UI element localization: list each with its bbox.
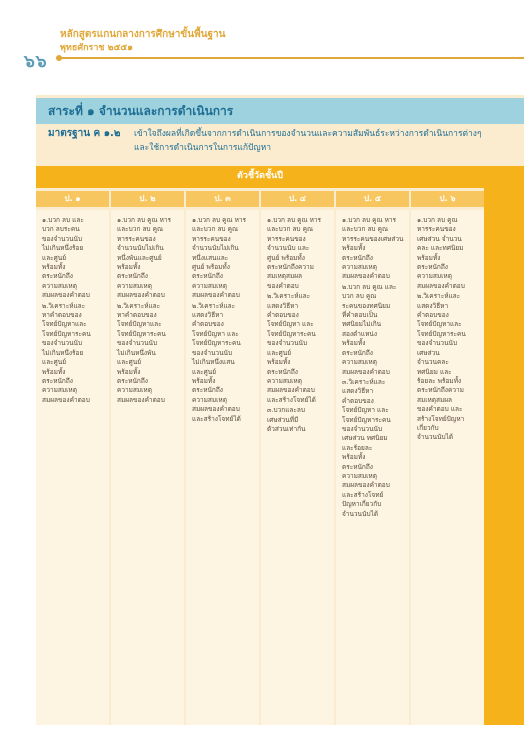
standard-text: เข้าใจถึงผลที่เกิดขึ้นจากการดำเนินการของจำนวนและความสัมพันธ์ระหว่างการดำเนินการต่างๆ และใช้การดำเนินการในการแก้ปัญหา — [134, 129, 482, 153]
indicator-item: ๑.บวก ลบ คูณ หารระคนของ เศษส่วน จำนวน คละ และทศนิยม พร้อมทั้ง ตระหนักถึง ความสมเหตุ สมผลของคำตอบ — [417, 216, 465, 290]
grade-header-p2: ป. ๒ — [111, 191, 184, 207]
book-year: พุทธศักราช ๒๕๕๑ — [60, 43, 133, 53]
indicator-item: ๒.วิเคราะห์และ แสดงวิธีหา คำตอบของ โจทย์ปัญหาและ โจทย์ปัญหาระคน ของจำนวนนับ เศษส่วน จำนวนคละ ทศนิยม และ ร้อยละ พร้อมทั้ง ตระหนักถึงความ สมเหตุสมผล ของคำตอบ และ สร้างโจทย์ปัญหา เกี่ยวกับ จำนวนนับได้ — [417, 292, 466, 442]
indicator-item: ๑.บวก ลบ คูณ หาร และบวก ลบ คูณ หารระคนของเศษส่วน พร้อมทั้ง ตระหนักถึง ความสมเหตุ สมผลของคำตอบ — [342, 216, 404, 281]
grade-header-p6: ป. ๖ — [411, 191, 484, 207]
indicator-column-p5 — [336, 210, 409, 725]
indicator-item: ๑.บวก ลบ และ บวก ลบระคน ของจำนวนนับ ไม่เกินหนึ่งร้อย และศูนย์ พร้อมทั้ง ตระหนักถึง ความสมเหตุ สมผลของคำตอบ — [42, 216, 90, 300]
side-band — [484, 166, 524, 725]
page-number: ๖๖ — [24, 52, 48, 72]
indicator-item: ๒.บวก ลบ คูณ และ บวก ลบ คูณ ระคนของทศนิยม ที่คำตอบเป็น ทศนิยมไม่เกิน สองตำแหน่ง พร้อมทั้ง ตระหนักถึง ความสมเหตุ สมผลของคำตอบ — [342, 282, 397, 376]
indicator-table — [36, 210, 484, 725]
section-title: สาระที่ ๑ จำนวนและการดำเนินการ — [48, 104, 234, 118]
book-title: หลักสูตรแกนกลางการศึกษาขั้นพื้นฐาน — [60, 29, 226, 40]
indicator-item: ๓.บวกและลบ เศษส่วนที่มี ตัวส่วนเท่ากัน — [267, 406, 306, 433]
grade-header-p1: ป. ๑ — [36, 191, 109, 207]
grade-header-p3: ป. ๓ — [186, 191, 259, 207]
indicator-column-p2 — [111, 210, 184, 725]
indicator-column-p6 — [411, 210, 484, 725]
grade-header-p4: ป. ๔ — [261, 191, 334, 207]
indicator-item: ๑.บวก ลบ คูณ หาร และบวก ลบ คูณ หารระคนของ จำนวนนับไม่เกิน หนึ่งพันและศูนย์ พร้อมทั้ง ตระหนักถึง ความสมเหตุ สมผลของคำตอบ — [117, 216, 172, 300]
indicator-column-p1 — [36, 210, 109, 725]
grade-header-row — [36, 191, 484, 207]
indicator-column-p4 — [261, 210, 334, 725]
indicator-column-p3 — [186, 210, 259, 725]
indicator-item: ๑.บวก ลบ คูณ หาร และบวก ลบ คูณ หารระคนของ จำนวนนับ และ ศูนย์ พร้อมทั้ง ตระหนักถึงความ สมเหตุสมผล ของคำตอบ — [267, 216, 322, 290]
header-rule — [60, 57, 524, 59]
grade-header-p5: ป. ๕ — [336, 191, 409, 207]
indicator-item: ๒.วิเคราะห์และ หาคำตอบของ โจทย์ปัญหาและ โจทย์ปัญหาระคน ของจำนวนนับ ไม่เกินหนึ่งร้อย และศูนย์ พร้อมทั้ง ตระหนักถึง ความสมเหตุ สมผลของคำตอบ — [42, 301, 91, 404]
indicator-item: ๓.วิเคราะห์และ แสดงวิธีหา คำตอบของ โจทย์ปัญหา และ โจทย์ปัญหาระคน ของจำนวนนับ เศษส่วน ทศนิยม และร้อยละ พร้อมทั้ง ตระหนักถึง ความสมเหตุ สมผลของคำตอบ และสร้างโจทย์ ปัญหาเกี่ยวกับ จำนวนนับได้ — [342, 377, 391, 518]
indicator-item: ๒.วิเคราะห์และ แสดงวิธีหา คำตอบของ โจทย์ปัญหา และ โจทย์ปัญหาระคน ของจำนวนนับ ไม่เกินหนึ่งแสน และศูนย์ พร้อมทั้ง ตระหนักถึง ความสมเหตุ สมผลของคำตอบ และสร้างโจทย์ได้ — [192, 301, 241, 423]
standard-label: มาตรฐาน ค ๑.๒ — [48, 128, 121, 139]
table-header: ตัวชี้วัดชั้นปี — [237, 171, 283, 181]
indicator-item: ๒.วิเคราะห์และ แสดงวิธีหา คำตอบของ โจทย์ปัญหา และ โจทย์ปัญหาระคน ของจำนวนนับ และศูนย์ พร้อมทั้ง ตระหนักถึง ความสมเหตุ สมผลของคำตอบ และสร้างโจทย์ได้ — [267, 292, 316, 404]
indicator-item: ๑.บวก ลบ คูณ หาร และบวก ลบ คูณ หารระคนของ จำนวนนับไม่เกิน หนึ่งแสนและ ศูนย์ พร้อมทั้ง ตระหนักถึง ความสมเหตุ สมผลของคำตอบ — [192, 216, 247, 300]
indicator-item: ๒.วิเคราะห์และ หาคำตอบของ โจทย์ปัญหาและ โจทย์ปัญหาระคน ของจำนวนนับ ไม่เกินหนึ่งพัน และศูนย์ พร้อมทั้ง ตระหนักถึง ความสมเหตุ สมผลของคำตอบ — [117, 301, 166, 404]
